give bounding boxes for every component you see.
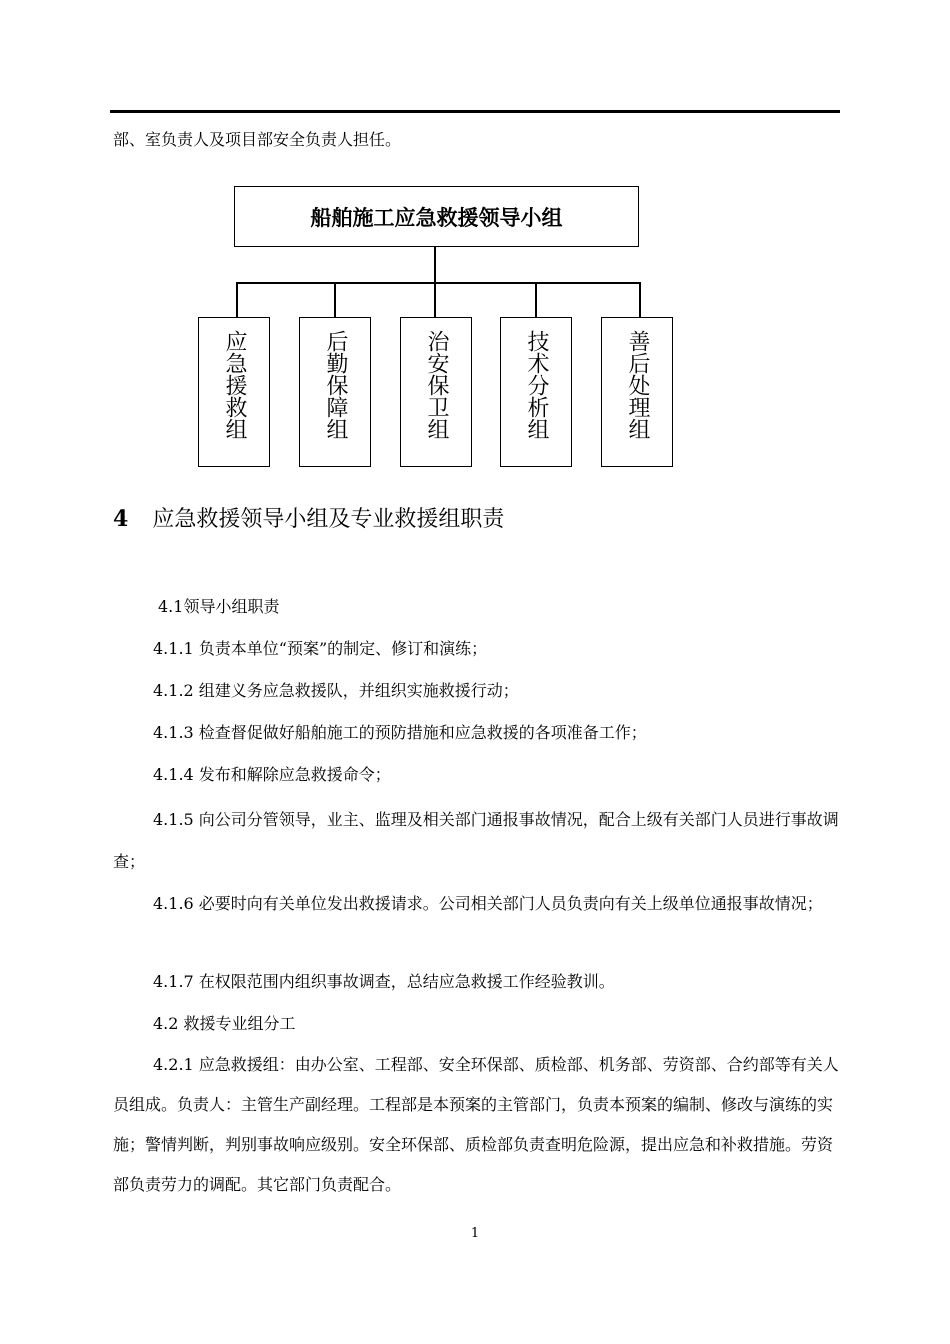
header-rule [110,110,840,113]
paragraph-4-1-3: 4.1.3 检查督促做好船舶施工的预防措施和应急救援的各项准备工作； [153,723,647,742]
paragraph-4-2-1: 4.2.1 应急救援组：由办公室、工程部、安全环保部、质检部、机务部、劳资部、合约部等有关人员组成。负责人：主管生产副经理。工程部是本预案的主管部门，负责本预案的编制、修改与演练的实施；警情判断，判别事故响应级别。安全环保部、质检部负责查明危险源，提出应急和补救措施。劳资部负责劳力的调配。其它部门负责配合。 [113,1055,839,1194]
group-box-security [400,317,472,467]
group-box-aftermath [601,317,673,467]
section-title: 应急救援领导小组及专业救援组职责 [152,507,505,532]
org-chart-top-box [234,186,639,247]
connector-drop-3 [434,282,436,317]
paragraph-4-1-7: 4.1.7 在权限范围内组织事故调查，总结应急救援工作经验教训。 [153,972,615,991]
group-label: 后勤保障组 [323,330,348,440]
section-heading [113,504,504,535]
paragraph-4-1-4: 4.1.4 发布和解除应急救援命令； [153,765,391,784]
intro-line: 部、室负责人及项目部安全负责人担任。 [113,130,402,149]
group-label: 技术分析组 [524,330,549,440]
group-label: 治安保卫组 [424,330,449,440]
connector-drop-2 [334,282,336,317]
group-label: 应急援救组 [222,330,247,440]
header-rule-thin [780,112,840,113]
paragraph-4-1-2: 4.1.2 组建义务应急救援队，并组织实施救援行动； [153,681,519,700]
connector-bar [236,282,641,284]
group-box-technical [500,317,572,467]
connector-drop-5 [639,282,641,317]
paragraph-4-1-1: 4.1.1 负责本单位“预案”的制定、修订和演练； [153,639,488,658]
group-box-rescue [198,317,270,467]
connector-trunk [434,247,436,284]
connector-drop-1 [236,282,238,317]
subheading-4-2: 4.2 救援专业组分工 [153,1014,296,1033]
group-label: 善后处理组 [625,330,650,440]
group-box-logistics [299,317,371,467]
page-number: 1 [470,1226,480,1241]
paragraph-4-1-6: 4.1.6 必要时向有关单位发出救援请求。公司相关部门人员负责向有关上级单位通报事故情况； [153,894,823,913]
paragraph-4-1-5: 4.1.5 向公司分管领导，业主、监理及相关部门通报事故情况，配合上级有关部门人员进行事故调查； [113,810,839,871]
section-number: 4 [113,506,129,532]
org-chart-top-label: 船舶施工应急救援领导小组 [310,205,563,230]
connector-drop-4 [535,282,537,317]
subheading-4-1: 4.1领导小组职责 [158,597,280,616]
